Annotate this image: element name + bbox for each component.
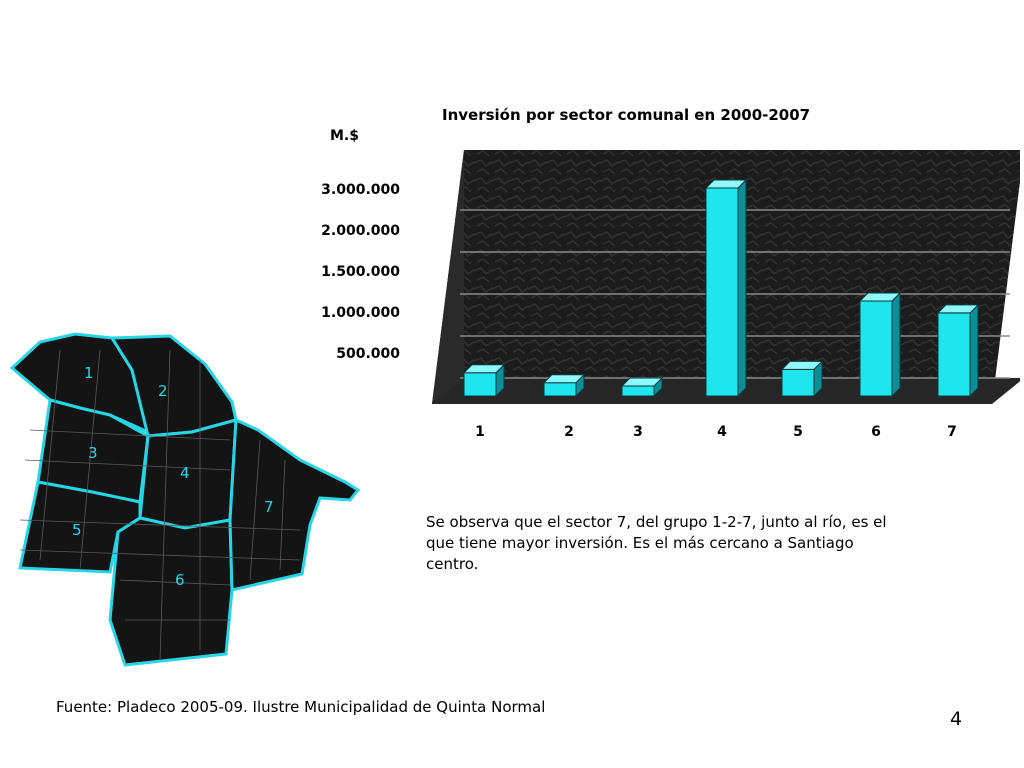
bar-front [938,313,970,396]
bar-side [970,305,978,396]
map-label-2: 2 [158,382,168,400]
bar-side [892,293,900,396]
bar-front [706,188,738,396]
bar-front [622,386,654,396]
map-label-7: 7 [264,498,274,516]
y-tick-label: 1.500.000 [321,264,400,280]
y-tick-label: 2.000.000 [321,223,400,239]
y-tick-label: 3.000.000 [321,182,400,198]
bar-chart [420,140,1020,420]
bar-4 [706,180,746,396]
bar-side [738,180,746,396]
x-tick-label: 4 [717,424,727,440]
map-label-4: 4 [180,464,190,482]
bar-front [544,383,576,396]
bar-3 [622,378,662,396]
y-axis-unit: M.$ [330,128,359,144]
map-label-3: 3 [88,444,98,462]
sector-map [0,320,380,670]
bar-2 [544,375,584,396]
y-tick-label: 1.000.000 [321,305,400,321]
x-tick-label: 1 [475,424,485,440]
bar-1 [464,365,504,396]
x-tick-label: 2 [564,424,574,440]
observation-text: Se observa que el sector 7, del grupo 1-2-7, junto al río, es el que tiene mayor inversión. Es el más cercano a Santiago centro. [426,513,887,573]
map-regions [12,334,358,665]
x-tick-label: 3 [633,424,643,440]
bar-5 [782,361,822,396]
chart-title: Inversión por sector comunal en 2000-2007 [442,106,811,124]
source-citation: Fuente: Pladeco 2005-09. Ilustre Municipalidad de Quinta Normal [56,698,546,716]
map-label-1: 1 [84,364,94,382]
map-region-7 [230,420,358,590]
x-tick-label: 7 [947,424,957,440]
bar-front [464,373,496,396]
map-region-6 [110,518,232,665]
map-label-5: 5 [72,521,82,539]
page-number: 4 [950,708,963,730]
x-tick-label: 5 [793,424,803,440]
y-tick-label: 500.000 [336,346,400,362]
map-label-6: 6 [175,571,185,589]
bar-front [860,301,892,396]
bar-7 [938,305,978,396]
bar-front [782,369,814,396]
x-tick-label: 6 [871,424,881,440]
bar-6 [860,293,900,396]
